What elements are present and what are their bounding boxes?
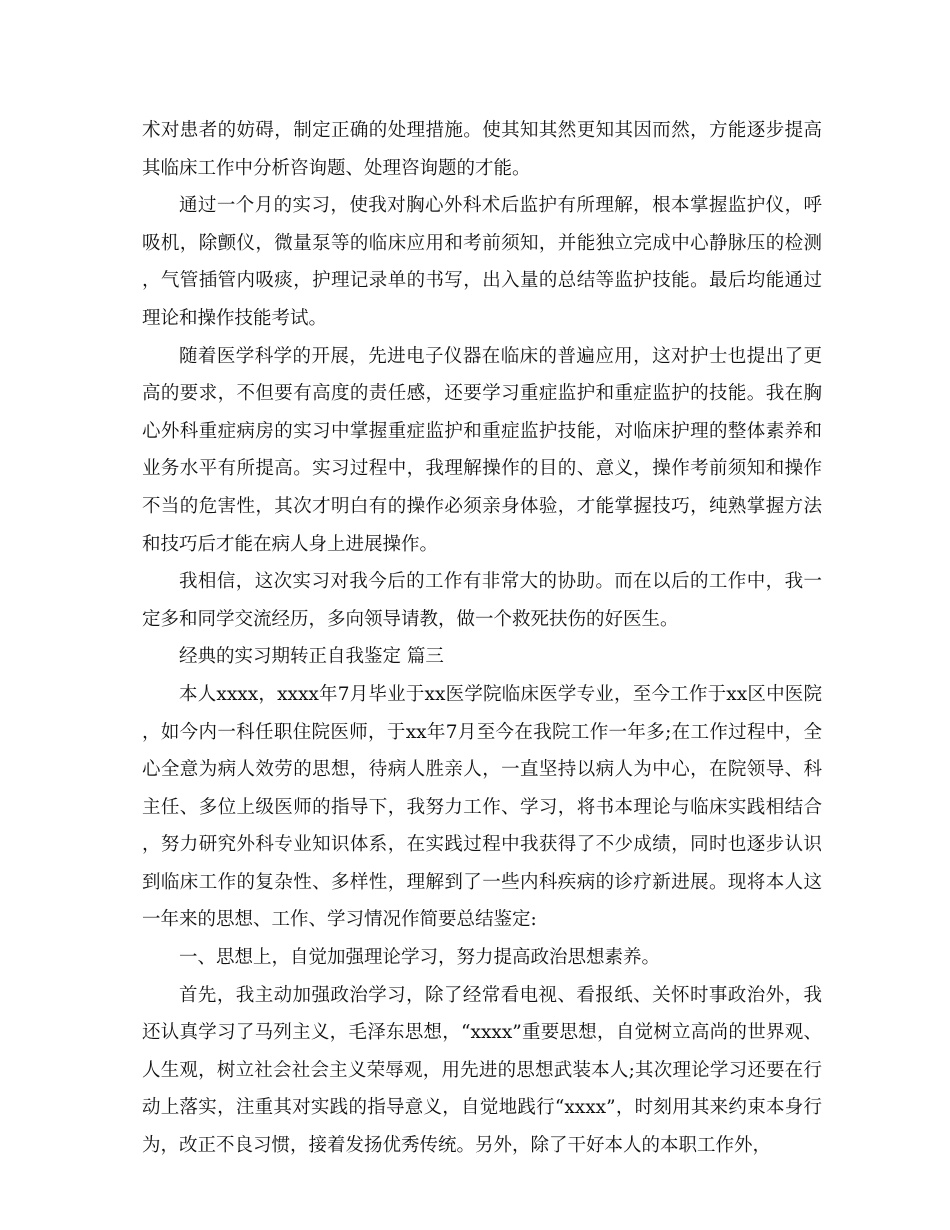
paragraph-6: 首先，我主动加强政治学习，除了经常看电视、看报纸、关怀时事政治外，我还认真学习了马列主义，毛泽东思想，“xxxx”重要思想，自觉树立高尚的世界观、人生观，树立社会社会主义荣辱观，用先进的思想武装本人;其次理论学习还要在行动上落实，注重其对实践的指导意义，自觉地践行“xxxx”，时刻用其来约束本身行为，改正不良习惯，接着发扬优秀传统。另外，除了干好本人的本职工作外， xyxy=(142,984,822,1157)
document-body xyxy=(142,112,822,1165)
paragraph-2: 通过一个月的实习，使我对胸心外科术后监护有所理解，根本掌握监护仪，呼吸机，除颤仪，微量泵等的临床应用和考前须知，并能独立完成中心静脉压的检测，气管插管内吸痰，护理记录单的书写，出入量的总结等监护技能。最后均能通过理论和操作技能考试。 xyxy=(142,195,822,329)
paragraph-1: 术对患者的妨碍，制定正确的处理措施。使其知其然更知其因而然，方能逐步提高其临床工作中分析咨询题、处理咨询题的才能。 xyxy=(142,120,822,179)
section-heading: 经典的实习期转正自我鉴定 篇三 xyxy=(179,646,444,668)
paragraph-4: 我相信，这次实习对我今后的工作有非常大的协助。而在以后的工作中，我一定多和同学交流经历，多向领导请教，做一个救死扶伤的好医生。 xyxy=(142,571,822,630)
paragraph-5: 本人xxxx，xxxx年7月毕业于xx医学院临床医学专业，至今工作于xx区中医院，如今内一科任职住院医师，于xx年7月至今在我院工作一年多;在工作过程中，全心全意为病人效劳的思想，待病人胜亲人，一直坚持以病人为中心，在院领导、科主任、多位上级医师的指导下，我努力工作、学习，将书本理论与临床实践相结合，努力研究外科专业知识体系，在实践过程中我获得了不少成绩，同时也逐步认识到临床工作的复杂性、多样性，理解到了一些内科疾病的诊疗新进展。现将本人这一年来的思想、工作、学习情况作简要总结鉴定: xyxy=(142,683,822,931)
paragraph-3: 随着医学科学的开展，先进电子仪器在临床的普遍应用，这对护士也提出了更高的要求，不但要有高度的责任感，还要学习重症监护和重症监护的技能。我在胸心外科重症病房的实习中掌握重症监护和重症监护技能，对临床护理的整体素养和业务水平有所提高。实习过程中，我理解操作的目的、意义，操作考前须知和操作不当的危害性，其次才明白有的操作必须亲身体验，才能掌握技巧，纯熟掌握方法和技巧后才能在病人身上进展操作。 xyxy=(142,345,822,555)
subheading-1: 一、思想上，自觉加强理论学习，努力提高政治思想素养。 xyxy=(179,947,661,969)
